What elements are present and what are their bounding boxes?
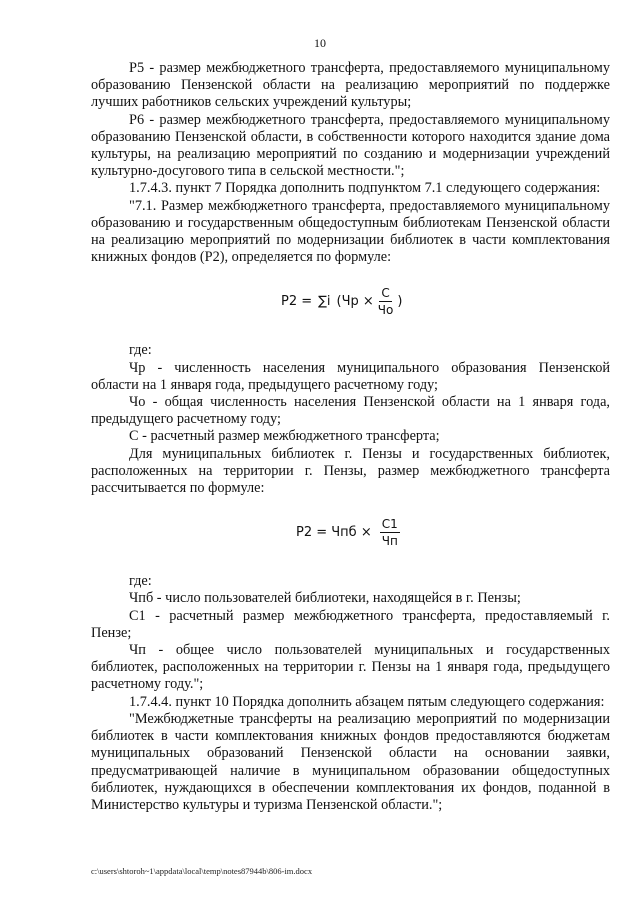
paragraph-p5: Р5 - размер межбюджетного трансферта, предоставляемого муниципальному образованию Пензенской области на реализацию мероприятий по поддержке лучших работников сельских учреждений культуры; [91,60,610,111]
paragraph-7-1: "7.1. Размер межбюджетного трансферта, предоставляемого муниципальному образованию и государственным общедоступным библиотекам Пензенской области на реализацию мероприятий по модернизации библиотек в части комплектования книжных фондов (Р2), определяется по формуле: [91,197,610,266]
formula2-numerator: С1 [381,516,398,531]
formula2-lhs: Р2 = Чпб × [296,524,372,540]
paragraph-c1: С1 - расчетный размер межбюджетного трансферта, предоставляемый г. Пензе; [91,607,610,641]
formula1-denominator: Чо [377,302,394,317]
formula1-close: ) [397,293,403,309]
formula2-fraction [380,517,400,548]
page-number: 10 [314,36,326,50]
formula2-denominator: Чп [381,533,398,548]
formula-p2-penza [91,513,610,551]
formula1-lhs: Р2 = [281,293,313,309]
paragraph-where-2: где: [129,573,152,590]
paragraph-p6: Р6 - размер межбюджетного трансферта, предоставляемого муниципальному образованию Пензенской области, в собственности которого находится здание дома культуры, на реализацию мероприятий по созданию и модернизации учреждений культурно-досугового типа в сельской местности."; [91,111,610,180]
formula1-fraction [376,286,396,317]
paragraph-transfers: "Межбюджетные трансферты на реализацию мероприятий по модернизации библиотек в части комплектования книжных фондов предоставляются бюджетам муниципальных образований Пензенской области на основании заявки, предусматривающей наличие в муниципальном образовании общедоступных библиотек, нуждающихся в обеспечении комплектования их фондов, поданной в Министерство культуры и туризма Пензенской области."; [91,710,610,813]
formula1-numerator: С [381,285,390,300]
paragraph-where-1: где: [129,342,152,359]
paragraph-cho: Чо - общая численность населения Пензенской области на 1 января года, предыдущего расчетному году; [91,394,610,428]
formula-p2-sum [91,282,610,320]
paragraph-chp: Чп - общее число пользователей муниципальных и государственных библиотек, расположенных на территории г. Пензы на 1 января года, предыдущего расчетному году."; [91,642,610,693]
paragraph-penza-libraries: Для муниципальных библиотек г. Пензы и государственных библиотек, расположенных на территории г. Пензы, размер межбюджетного трансферта рассчитывается по формуле: [91,445,610,497]
paragraph-chpb: Чпб - число пользователей библиотеки, находящейся в г. Пензы; [129,590,521,607]
formula1-sum: ∑i [318,293,331,309]
paragraph-1-7-4-3: 1.7.4.3. пункт 7 Порядка дополнить подпунктом 7.1 следующего содержания: [129,180,601,197]
formula1-open: (Чр × [336,293,374,309]
document-body [91,60,610,814]
paragraph-1-7-4-4: 1.7.4.4. пункт 10 Порядка дополнить абзацем пятым следующего содержания: [129,693,605,710]
paragraph-chr: Чр - численность населения муниципального образования Пензенской области на 1 января года, предыдущего расчетному году; [91,359,610,393]
paragraph-c: С - расчетный размер межбюджетного трансферта; [129,428,440,445]
footer-file-path: c:\users\shtoroh~1\appdata\local\temp\notes87944b\806-im.docx [91,866,313,876]
